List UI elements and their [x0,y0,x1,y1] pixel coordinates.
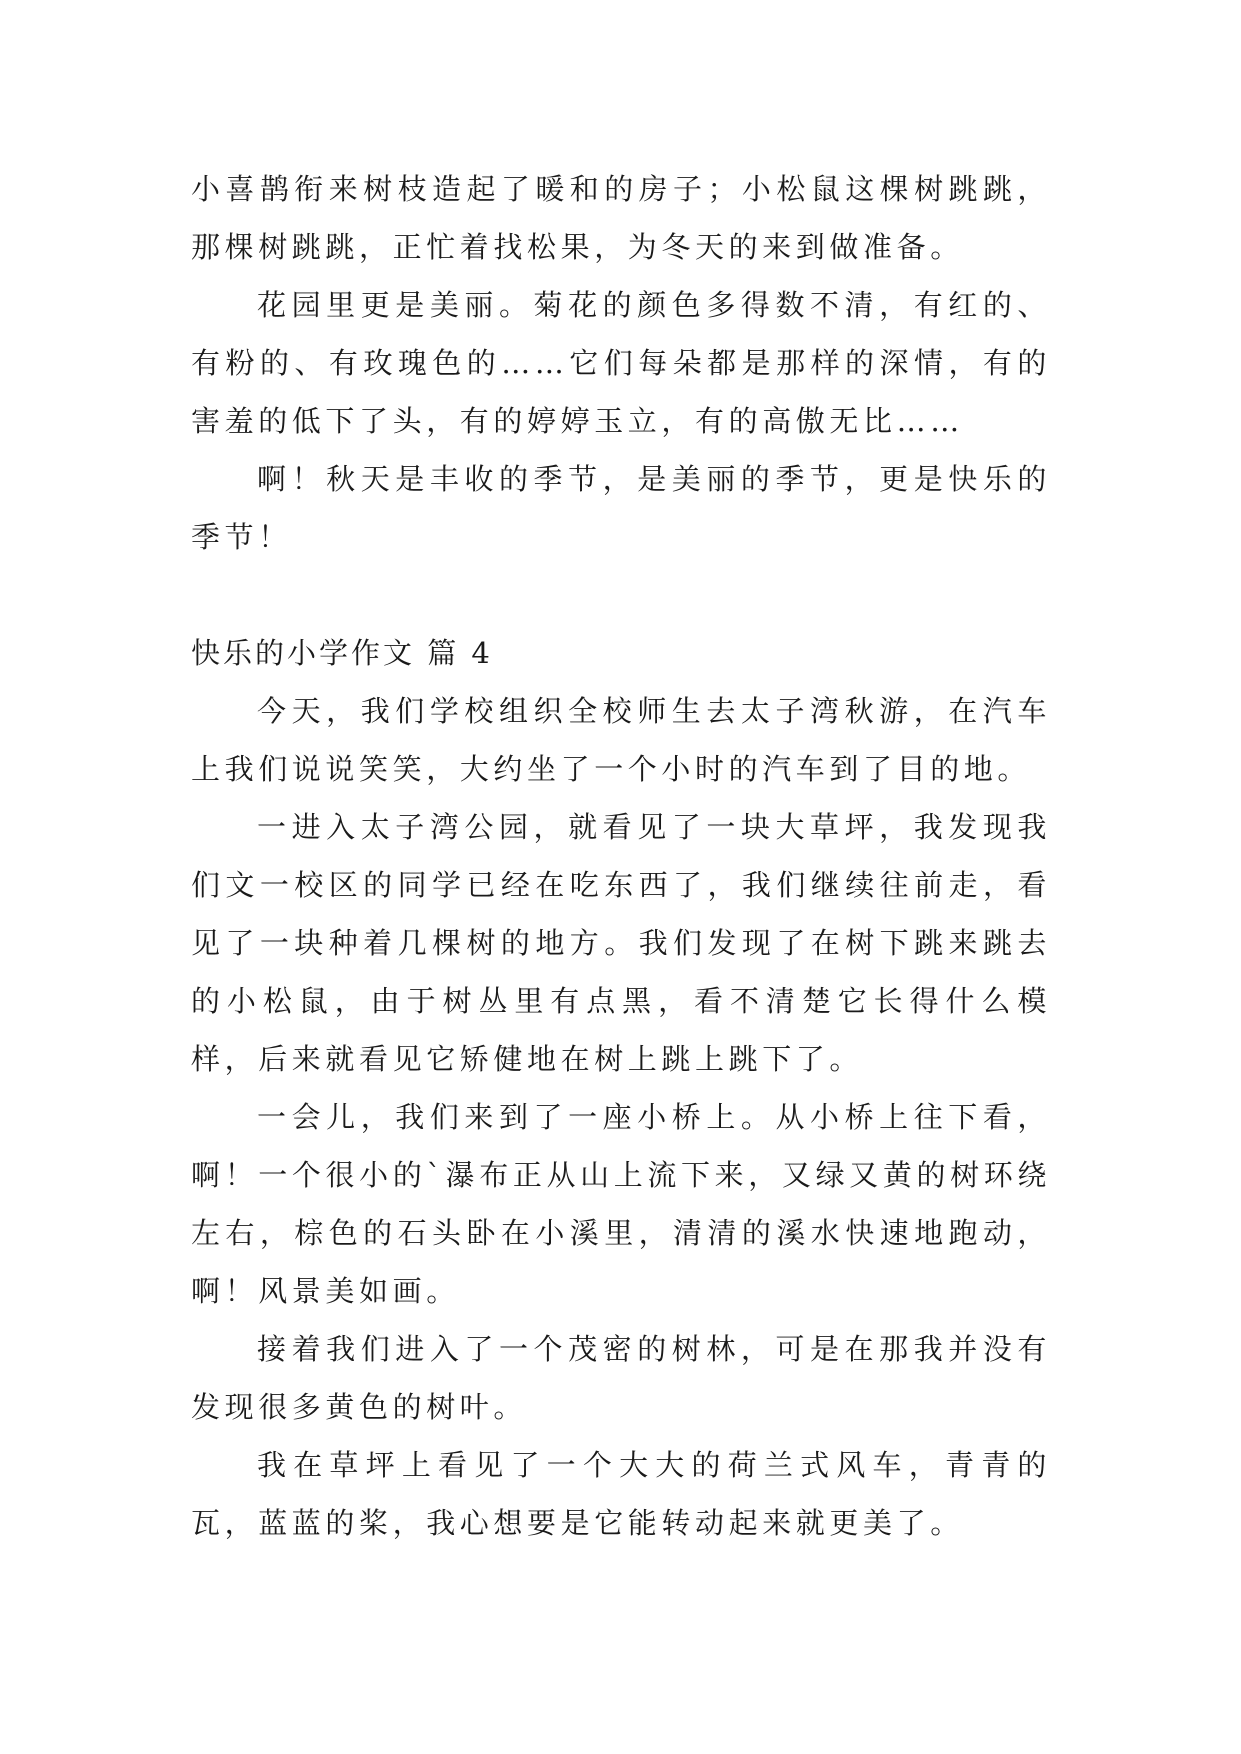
paragraph: 花园里更是美丽。菊花的颜色多得数不清，有红的、有粉的、有玫瑰色的……它们每朵都是那样的深情，有的害羞的低下了头，有的婷婷玉立，有的高傲无比…… [191,288,1051,438]
paragraph: 接着我们进入了一个茂密的树林，可是在那我并没有发现很多黄色的树叶。 [191,1332,1051,1424]
paragraph: 今天，我们学校组织全校师生去太子湾秋游，在汽车上我们说说笑笑，大约坐了一个小时的汽车到了目的地。 [191,694,1051,786]
section-title: 快乐的小学作文 篇 4 [191,636,493,670]
paragraph: 啊！秋天是丰收的季节，是美丽的季节，更是快乐的季节！ [191,462,1051,554]
document-page [191,160,1051,1552]
paragraph: 我在草坪上看见了一个大大的荷兰式风车，青青的瓦，蓝蓝的桨，我心想要是它能转动起来就更美了。 [191,1448,1051,1540]
paragraph: 小喜鹊衔来树枝造起了暖和的房子；小松鼠这棵树跳跳，那棵树跳跳，正忙着找松果，为冬天的来到做准备。 [191,172,1051,264]
paragraph: 一会儿，我们来到了一座小桥上。从小桥上往下看，啊！一个很小的`瀑布正从山上流下来，又绿又黄的树环绕左右，棕色的石头卧在小溪里，清清的溪水快速地跑动，啊！风景美如画。 [191,1100,1051,1308]
paragraph: 一进入太子湾公园，就看见了一块大草坪，我发现我们文一校区的同学已经在吃东西了，我们继续往前走，看见了一块种着几棵树的地方。我们发现了在树下跳来跳去的小松鼠，由于树丛里有点黑，看不清楚它长得什么模样，后来就看见它矫健地在树上跳上跳下了。 [191,810,1051,1076]
